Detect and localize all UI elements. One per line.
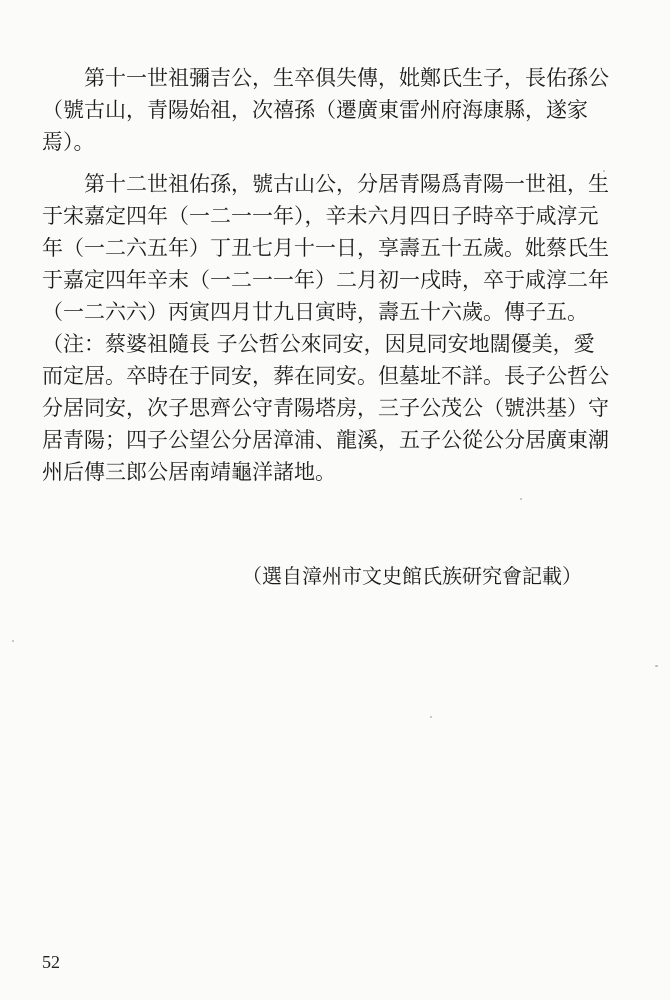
body-text [42, 62, 624, 488]
paragraph-2-line-4: 于嘉定四年辛末（一二一一年）二月初一戌時，卒于咸淳二年 [42, 268, 609, 292]
paragraph-2-line-10: 州后傳三郎公居南靖龜洋諸地。 [42, 460, 336, 484]
page-number: 52 [42, 952, 60, 972]
paragraph-1-line-1: 第十一世祖彌吉公，生卒俱失傳，妣鄭氏生子，長佑孫公 [42, 66, 609, 90]
scan-speck [520, 498, 522, 500]
scan-speck [12, 640, 14, 642]
scan-speck [655, 665, 658, 667]
paragraph-2 [42, 168, 624, 488]
paragraph-2-line-2: 于宋嘉定四年（一二一一年），辛未六月四日子時卒于咸淳元 [42, 204, 599, 228]
source-citation: （選自漳州市文史館氏族研究會記載） [242, 564, 582, 588]
paragraph-1 [42, 62, 624, 158]
paragraph-2-line-5: （一二六六）丙寅四月廿九日寅時，壽五十六歲。傳子五。 [42, 300, 588, 324]
paragraph-2-line-9: 居青陽；四子公望公分居漳浦、龍溪，五子公從公分居廣東潮 [42, 428, 609, 452]
paragraph-1-line-2: （號古山，青陽始祖，次禧孫（遷廣東雷州府海康縣，遂家 [42, 98, 588, 122]
paragraph-2-line-7: 而定居。卒時在于同安，葬在同安。但墓址不詳。長子公哲公 [42, 364, 609, 388]
paragraph-2-line-3: 年（一二六五年）丁丑七月十一日，享壽五十五歲。妣蔡氏生 [42, 236, 609, 260]
paragraph-1-line-3: 焉）。 [42, 130, 95, 154]
paragraph-gap [42, 158, 624, 168]
scan-speck [430, 716, 432, 718]
scan-speck [603, 170, 605, 172]
paragraph-2-line-1: 第十二世祖佑孫，號古山公，分居青陽爲青陽一世祖，生 [42, 172, 609, 196]
paragraph-2-line-6: （注：蔡婆祖隨長 子公哲公來同安，因見同安地闊優美，愛 [42, 332, 595, 356]
paragraph-2-line-8: 分居同安，次子思齊公守青陽塔房，三子公茂公（號洪基）守 [42, 396, 609, 420]
